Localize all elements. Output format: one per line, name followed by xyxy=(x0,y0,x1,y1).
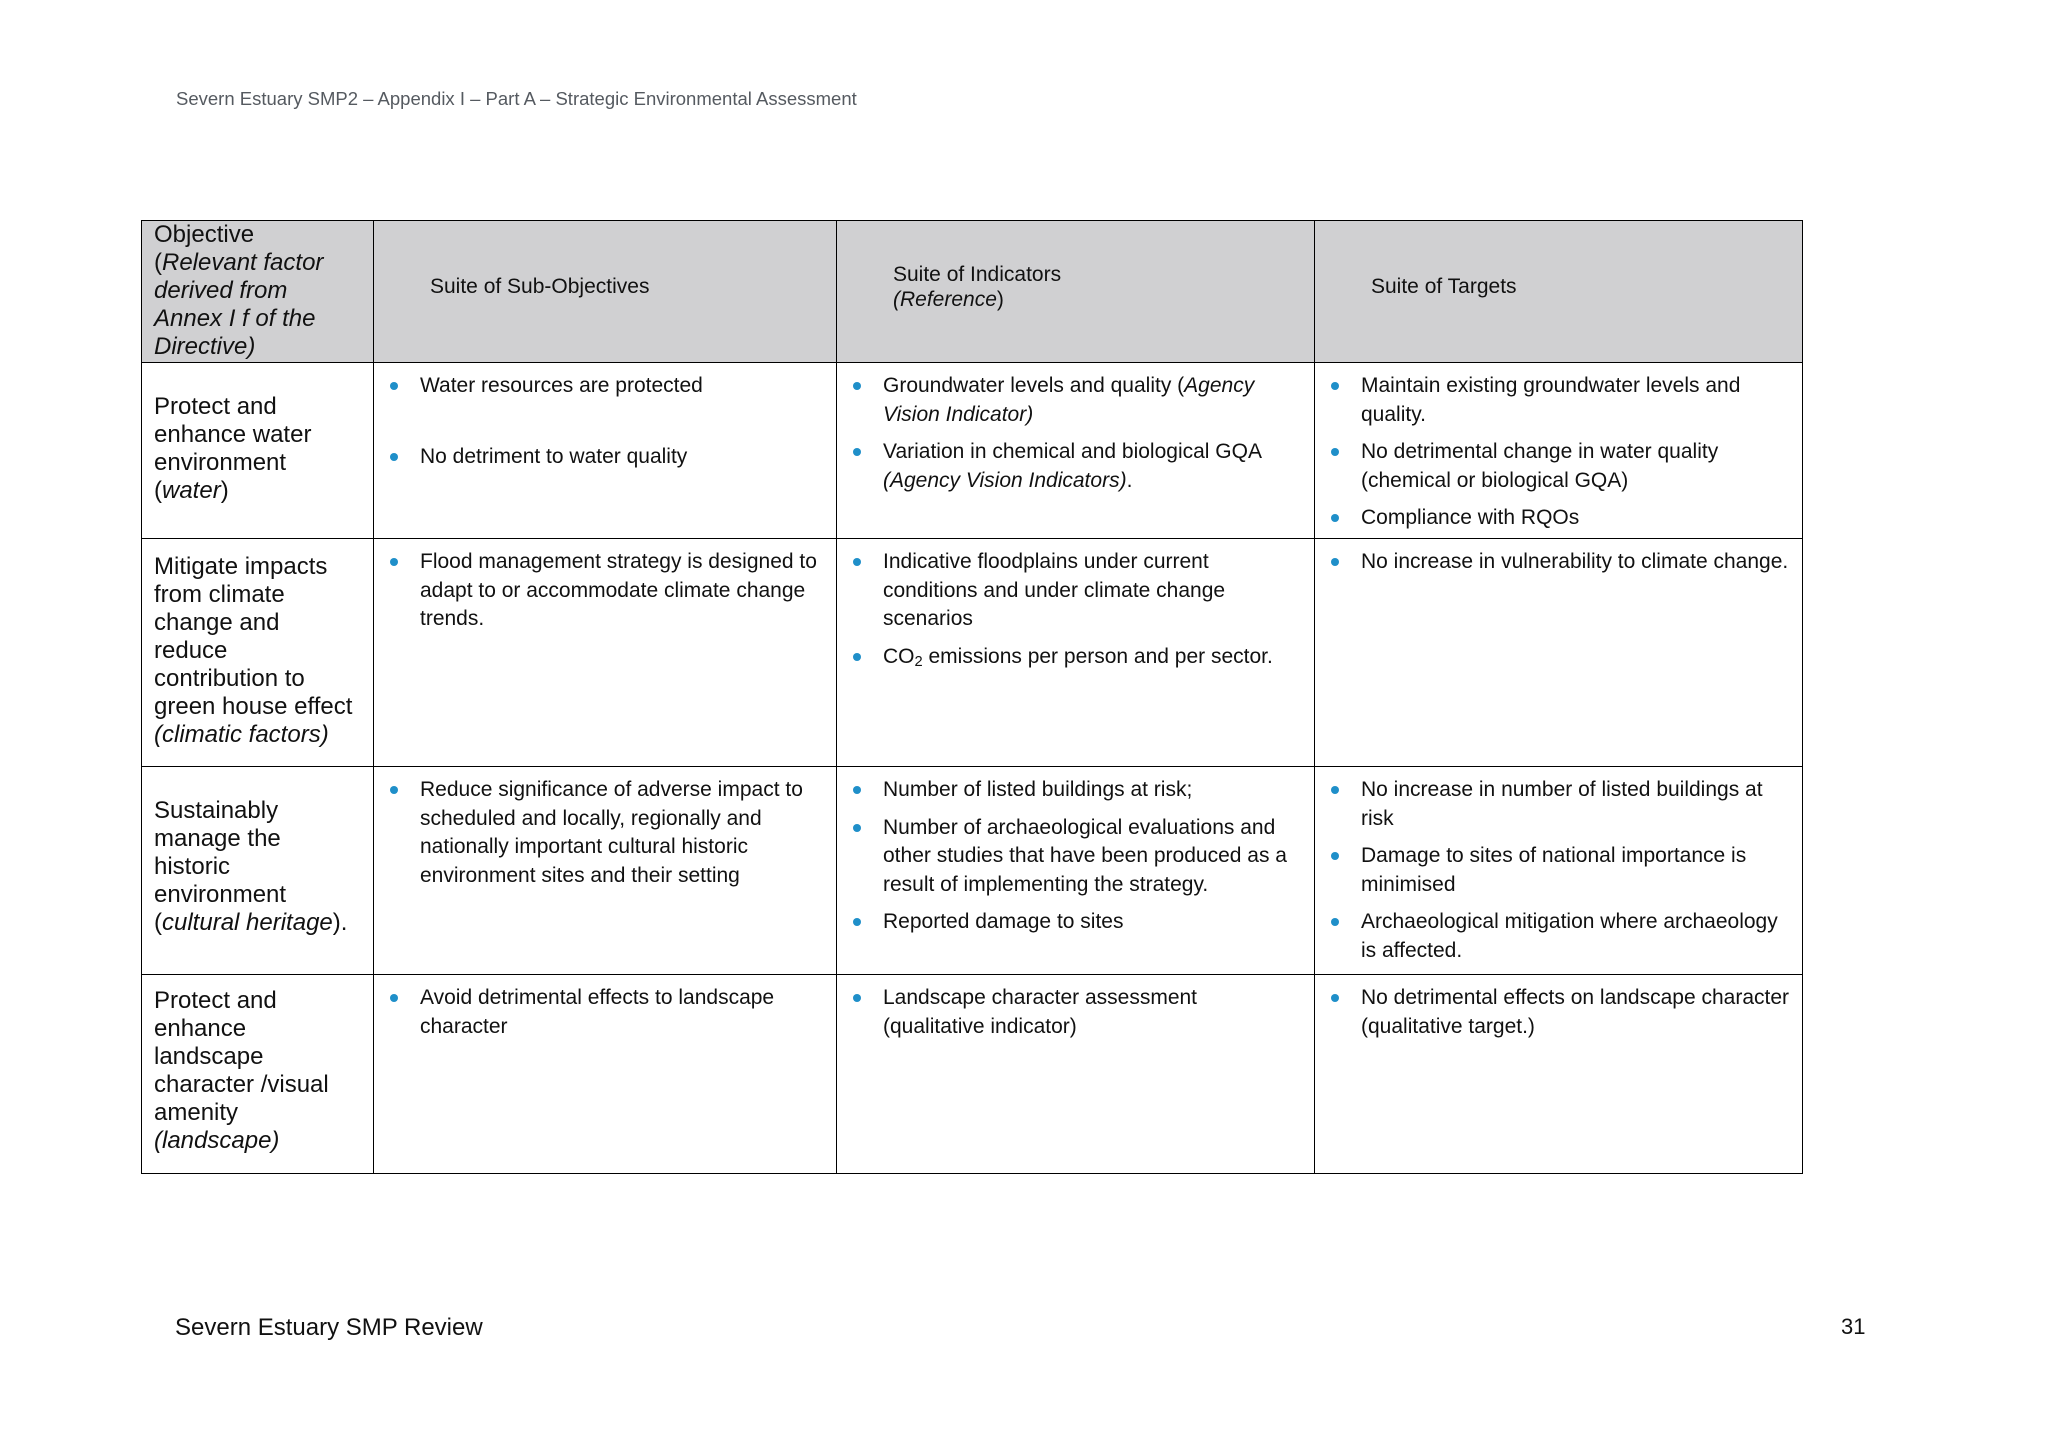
sea-objectives-table xyxy=(141,220,1803,1174)
list-item: Groundwater levels and quality (Agency Vision Indicator) xyxy=(849,372,1304,429)
relevant-factor: (climatic factors) xyxy=(154,721,329,748)
indicators-cell xyxy=(837,363,1315,539)
objective-column-header xyxy=(142,221,374,363)
list-item: No detrimental change in water quality (chemical or biological GQA) xyxy=(1327,438,1792,495)
sub-objectives-cell xyxy=(374,767,837,975)
list-item: Water resources are protected xyxy=(386,372,826,401)
objective-header-line: Directive) xyxy=(154,333,256,360)
list-item: Reported damage to sites xyxy=(849,908,1304,937)
relevant-factor: water xyxy=(162,477,221,504)
list-item: Archaeological mitigation where archaeology is affected. xyxy=(1327,908,1792,965)
targets-cell xyxy=(1315,539,1803,767)
list-item: No increase in vulnerability to climate change. xyxy=(1327,548,1792,577)
indicators-cell xyxy=(837,975,1315,1174)
objective-header-line: Objective xyxy=(154,221,255,248)
indicators-cell xyxy=(837,539,1315,767)
page-number: 31 xyxy=(1841,1314,1866,1339)
list-item: Number of listed buildings at risk; xyxy=(849,776,1304,805)
indicators-header-title: Suite of Indicators xyxy=(893,262,1062,286)
list-item: Number of archaeological evaluations and other studies that have been produced as a result of implementing the strategy. xyxy=(849,814,1304,900)
list-item: Avoid detrimental effects to landscape character xyxy=(386,984,826,1041)
table-row-water xyxy=(142,363,1803,539)
sub-objectives-cell xyxy=(374,539,837,767)
list-item: $CO_2$ emissions per person and per sector. xyxy=(849,643,1304,672)
objective-header-line: (Relevant factor xyxy=(154,249,324,276)
list-item: Damage to sites of national importance is minimised xyxy=(1327,842,1792,899)
list-item: No detrimental effects on landscape character (qualitative target.) xyxy=(1327,984,1792,1041)
running-header: Severn Estuary SMP2 – Appendix I – Part A – Strategic Environmental Assessment xyxy=(176,88,857,109)
table-row-heritage xyxy=(142,767,1803,975)
indicators-column-header xyxy=(837,221,1315,363)
list-item: No detriment to water quality xyxy=(386,443,826,472)
list-item: Indicative floodplains under current conditions and under climate change scenarios xyxy=(849,548,1304,634)
sub-objectives-cell xyxy=(374,975,837,1174)
list-item: Landscape character assessment (qualitative indicator) xyxy=(849,984,1304,1041)
objective-header-line: derived from xyxy=(154,277,288,304)
footer-title: Severn Estuary SMP Review xyxy=(175,1314,483,1341)
targets-column-header: Suite of Targets xyxy=(1315,221,1803,363)
objective-cell-heritage: Sustainably manage the historic environment (cultural heritage). xyxy=(142,767,374,975)
objective-cell-climate: Mitigate impacts from climate change and reduce contribution to green house effect (climatic factors) xyxy=(142,539,374,767)
list-item: Flood management strategy is designed to adapt to or accommodate climate change trends. xyxy=(386,548,826,634)
list-item: Reduce significance of adverse impact to scheduled and locally, regionally and nationally important cultural historic environment sites and their setting xyxy=(386,776,826,890)
list-item: Maintain existing groundwater levels and quality. xyxy=(1327,372,1792,429)
sub-objectives-column-header: Suite of Sub-Objectives xyxy=(374,221,837,363)
indicators-cell xyxy=(837,767,1315,975)
objective-cell-landscape: Protect and enhance landscape character /visual amenity (landscape) xyxy=(142,975,374,1174)
table-row-climate xyxy=(142,539,1803,767)
list-item: Compliance with RQOs xyxy=(1327,504,1792,533)
relevant-factor: (landscape) xyxy=(154,1127,280,1154)
targets-cell xyxy=(1315,975,1803,1174)
targets-cell xyxy=(1315,363,1803,539)
indicators-header-reference: (Reference) xyxy=(893,287,1004,311)
objective-cell-water: Protect and enhance water environment (water) xyxy=(142,363,374,539)
relevant-factor: cultural heritage xyxy=(162,909,333,936)
sub-objectives-cell xyxy=(374,363,837,539)
list-item: Variation in chemical and biological GQA (Agency Vision Indicators). xyxy=(849,438,1304,495)
table-row-landscape xyxy=(142,975,1803,1174)
table-header-row xyxy=(142,221,1803,363)
list-item: No increase in number of listed buildings at risk xyxy=(1327,776,1792,833)
targets-cell xyxy=(1315,767,1803,975)
objective-header-line: Annex I f of the xyxy=(154,305,316,332)
